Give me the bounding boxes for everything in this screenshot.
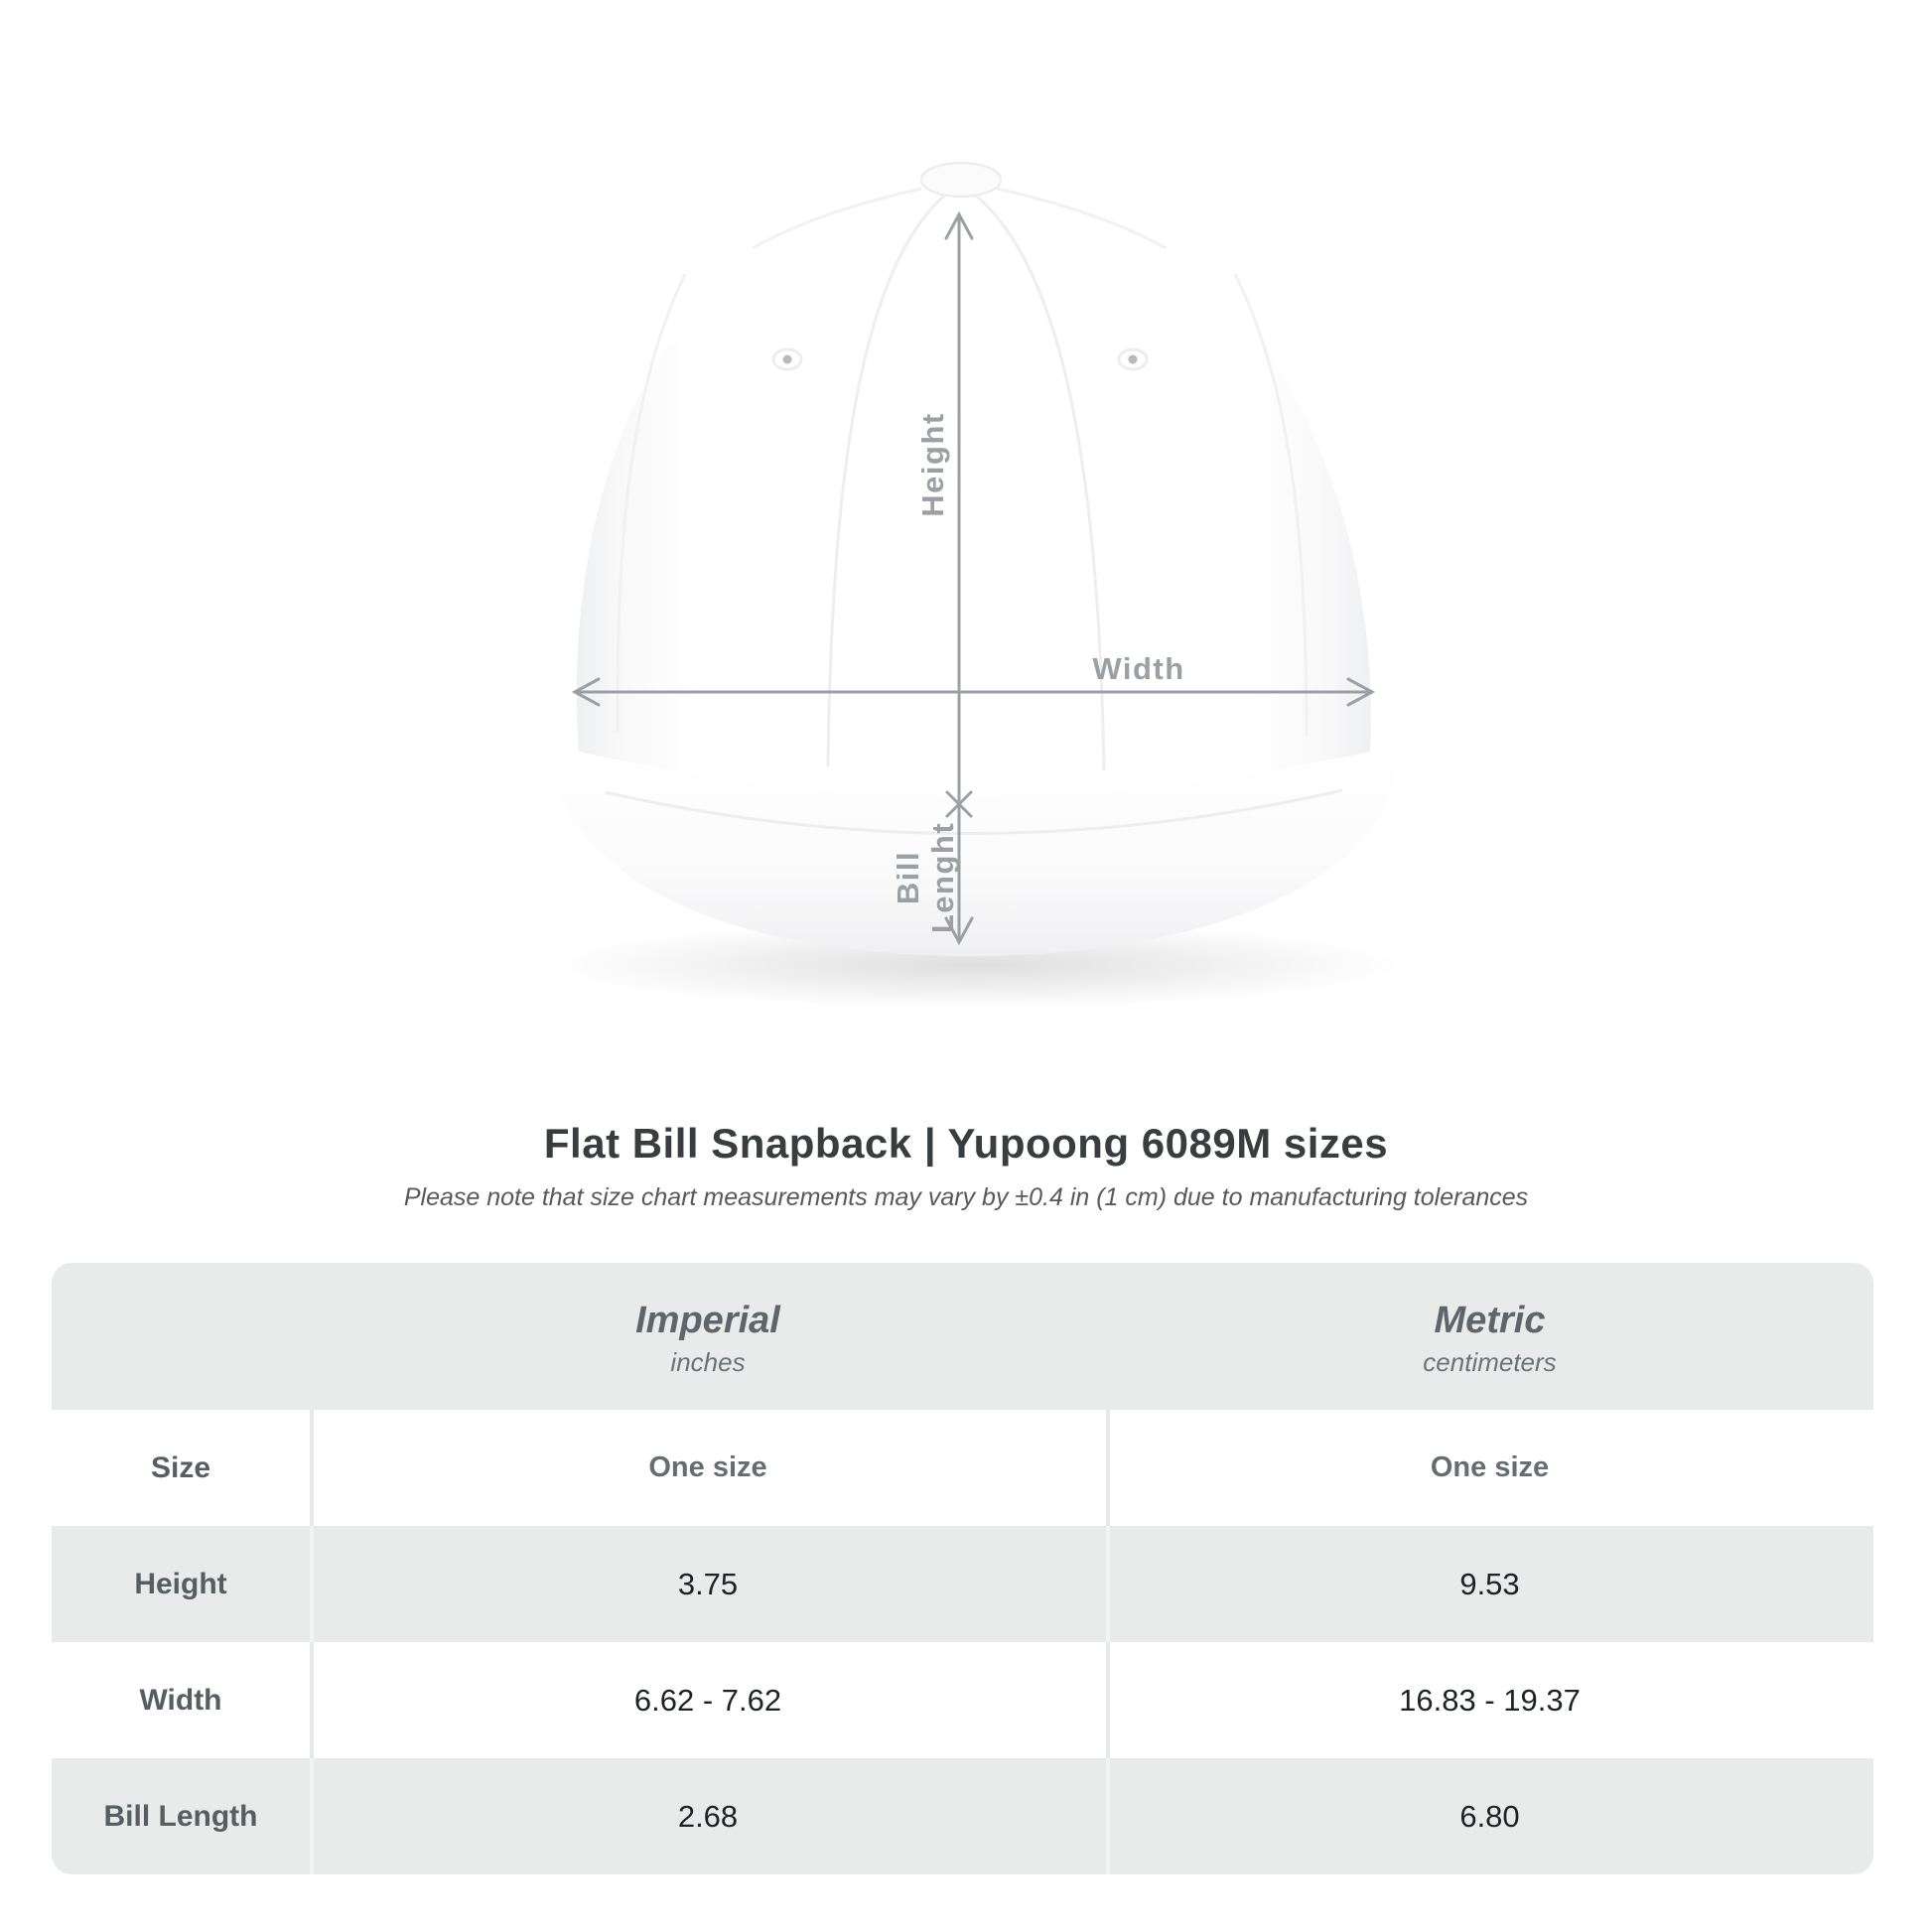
size-table — [52, 1263, 1873, 1874]
row-label: Bill Length — [103, 1799, 258, 1833]
unit-header-metric-sublabel: centimeters — [1423, 1347, 1557, 1377]
table-row-size — [52, 1410, 1873, 1526]
height-imperial-value: 3.75 — [310, 1526, 1106, 1642]
row-label: Height — [134, 1567, 227, 1600]
width-imperial-value: 6.62 - 7.62 — [310, 1642, 1106, 1758]
header-spacer-cell — [52, 1263, 310, 1410]
unit-header-metric — [1106, 1263, 1873, 1410]
table-row-height — [52, 1526, 1873, 1642]
row-label: Size — [150, 1450, 211, 1484]
size-metric-value: One size — [1106, 1410, 1873, 1526]
tolerance-note: Please note that size chart measurements may vary by ±0.4 in (1 cm) due to manufacturing tolerances — [403, 1183, 1529, 1211]
bill-length-label-line1: Bill — [891, 850, 925, 905]
width-label: Width — [1092, 651, 1185, 686]
size-table-header — [52, 1263, 1873, 1410]
width-metric-value: 16.83 - 19.37 — [1106, 1642, 1873, 1758]
table-row-width — [52, 1642, 1873, 1758]
bill-length-label-line2: Lenght — [925, 821, 960, 934]
height-metric-value: 9.53 — [1106, 1526, 1873, 1642]
row-label: Width — [139, 1683, 222, 1717]
page-title: Flat Bill Snapback | Yupoong 6089M sizes — [543, 1120, 1389, 1167]
bill-length-imperial-value: 2.68 — [310, 1758, 1106, 1874]
bill-length-metric-value: 6.80 — [1106, 1758, 1873, 1874]
unit-header-metric-label: Metric — [1434, 1300, 1546, 1341]
unit-header-imperial — [310, 1263, 1106, 1410]
hat-button — [921, 163, 1001, 197]
height-label: Height — [915, 412, 950, 517]
hat-crown — [577, 190, 1371, 795]
heading-block — [0, 1120, 1932, 1212]
size-imperial-value: One size — [310, 1410, 1106, 1526]
unit-header-imperial-label: Imperial — [635, 1300, 780, 1341]
table-row-bill-length — [52, 1758, 1873, 1874]
unit-header-imperial-sublabel: inches — [670, 1347, 746, 1377]
